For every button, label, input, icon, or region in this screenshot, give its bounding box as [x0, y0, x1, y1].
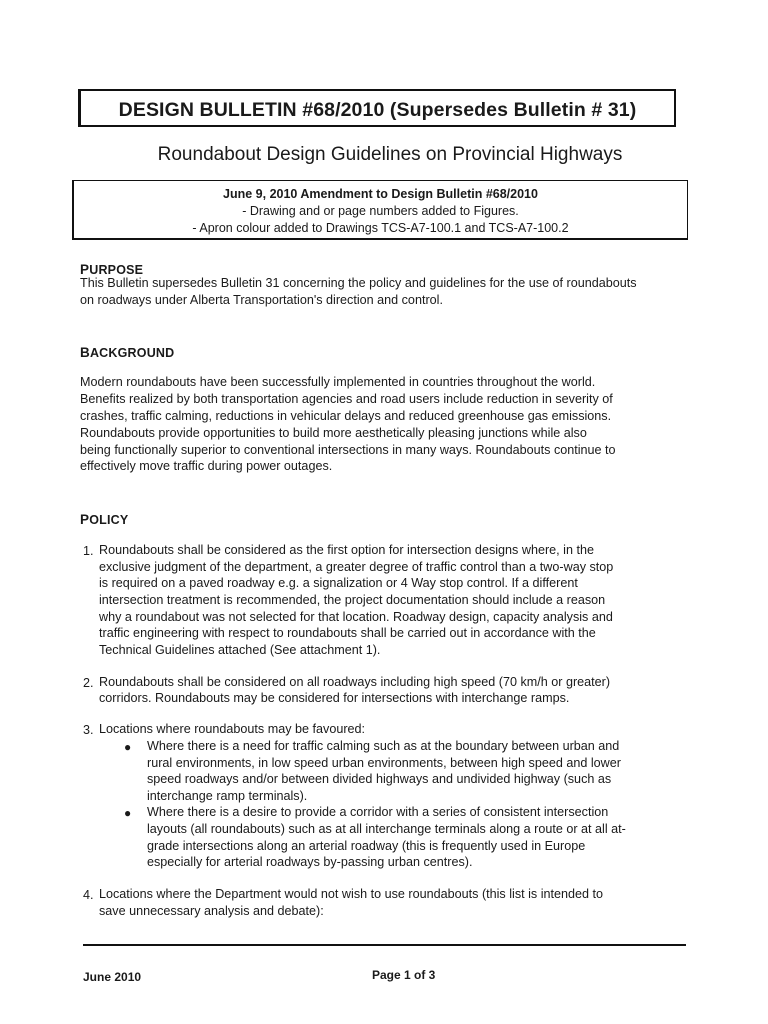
purpose-line: This Bulletin supersedes Bulletin 31 concerning the policy and guidelines for the use of roundabouts: [80, 276, 637, 290]
bullet-icon: ●: [124, 806, 132, 820]
background-line: Benefits realized by both transportation agencies and road users include reduction in severity of: [80, 392, 613, 406]
amendment-note-1: - Drawing and or page numbers added to Figures.: [242, 204, 519, 218]
policy-item-1-line: intersection treatment is recommended, the project documentation should include a reason: [99, 593, 606, 607]
policy-item-number: 3.: [83, 723, 94, 737]
policy-item-1-line: Roundabouts shall be considered as the first option for intersection designs where, in the: [99, 543, 594, 557]
policy-item-2-line: Roundabouts shall be considered on all roadways including high speed (70 km/h or greater): [99, 675, 611, 689]
policy-item-number: 2.: [83, 676, 94, 690]
policy-item-1-line: traffic engineering with respect to roundabouts shall be carried out in accordance with the: [99, 626, 596, 640]
policy-item-1-line: exclusive judgment of the department, a greater degree of traffic control than a two-way stop: [99, 560, 614, 574]
bullet-2-line: especially for arterial roadways by-passing urban centres).: [147, 855, 473, 869]
background-line: crashes, traffic calming, reductions in vehicular delays and reduced greenhouse gas emissions.: [80, 409, 612, 423]
amendment-heading: June 9, 2010 Amendment to Design Bulletin #68/2010: [223, 187, 538, 201]
amendment-box: [72, 180, 688, 240]
amendment-note-2: - Apron colour added to Drawings TCS-A7-100.1 and TCS-A7-100.2: [192, 221, 569, 235]
purpose-heading: PURPOSE: [80, 262, 144, 277]
background-line: Roundabouts provide opportunities to build more aesthetically pleasing junctions while also: [80, 426, 587, 440]
bullet-2-line: grade intersections along an arterial roadway (this is frequently used in Europe: [147, 839, 586, 853]
policy-item-2-line: corridors. Roundabouts may be considered for intersections with interchange ramps.: [99, 691, 570, 705]
footer-date: June 2010: [83, 970, 142, 984]
policy-item-number: 1.: [83, 544, 94, 558]
bullet-icon: ●: [124, 740, 132, 754]
bullet-1-line: speed roadways and/or between divided highways and undivided highway (such as: [147, 772, 612, 786]
bulletin-title: DESIGN BULLETIN #68/2010 (Supersedes Bulletin # 31): [118, 99, 637, 121]
policy-item-4-line: save unnecessary analysis and debate):: [99, 904, 324, 918]
policy-item-1-line: why a roundabout was not selected for that location. Roadway design, capacity analysis and: [99, 610, 613, 624]
background-line: Modern roundabouts have been successfully implemented in countries throughout the world.: [80, 375, 596, 389]
bullet-1-line: interchange ramp terminals).: [147, 789, 308, 803]
policy-item-1-line: Technical Guidelines attached (See attachment 1).: [99, 643, 381, 657]
policy-item-1-line: is required on a paved roadway e.g. a signalization or 4 Way stop control. If a different: [99, 576, 578, 590]
footer-divider: [83, 944, 686, 946]
bullet-2-line: layouts (all roundabouts) such as at all interchange terminals along a route or at all at-: [147, 822, 626, 836]
page-subtitle: Roundabout Design Guidelines on Provincial Highways: [157, 144, 623, 165]
purpose-line: on roadways under Alberta Transportation's direction and control.: [80, 293, 443, 307]
bullet-1-line: Where there is a need for traffic calming such as at the boundary between urban and: [147, 739, 620, 753]
bullet-1-line: rural environments, in low speed urban environments, between high speed and lower: [147, 756, 621, 770]
page-number: Page 1 of 3: [372, 968, 436, 982]
bulletin-title-box: [78, 89, 676, 127]
background-heading: BACKGROUND: [80, 345, 175, 360]
policy-heading: POLICY: [80, 512, 129, 527]
policy-item-3-line: Locations where roundabouts may be favoured:: [99, 722, 366, 736]
policy-item-4-line: Locations where the Department would not wish to use roundabouts (this list is intended to: [99, 887, 604, 901]
policy-item-number: 4.: [83, 888, 94, 902]
bullet-2-line: Where there is a desire to provide a corridor with a series of consistent intersection: [147, 805, 609, 819]
background-line: being functionally superior to conventional intersections in many ways. Roundabouts continue to: [80, 443, 616, 457]
background-line: effectively move traffic during power outages.: [80, 459, 333, 473]
